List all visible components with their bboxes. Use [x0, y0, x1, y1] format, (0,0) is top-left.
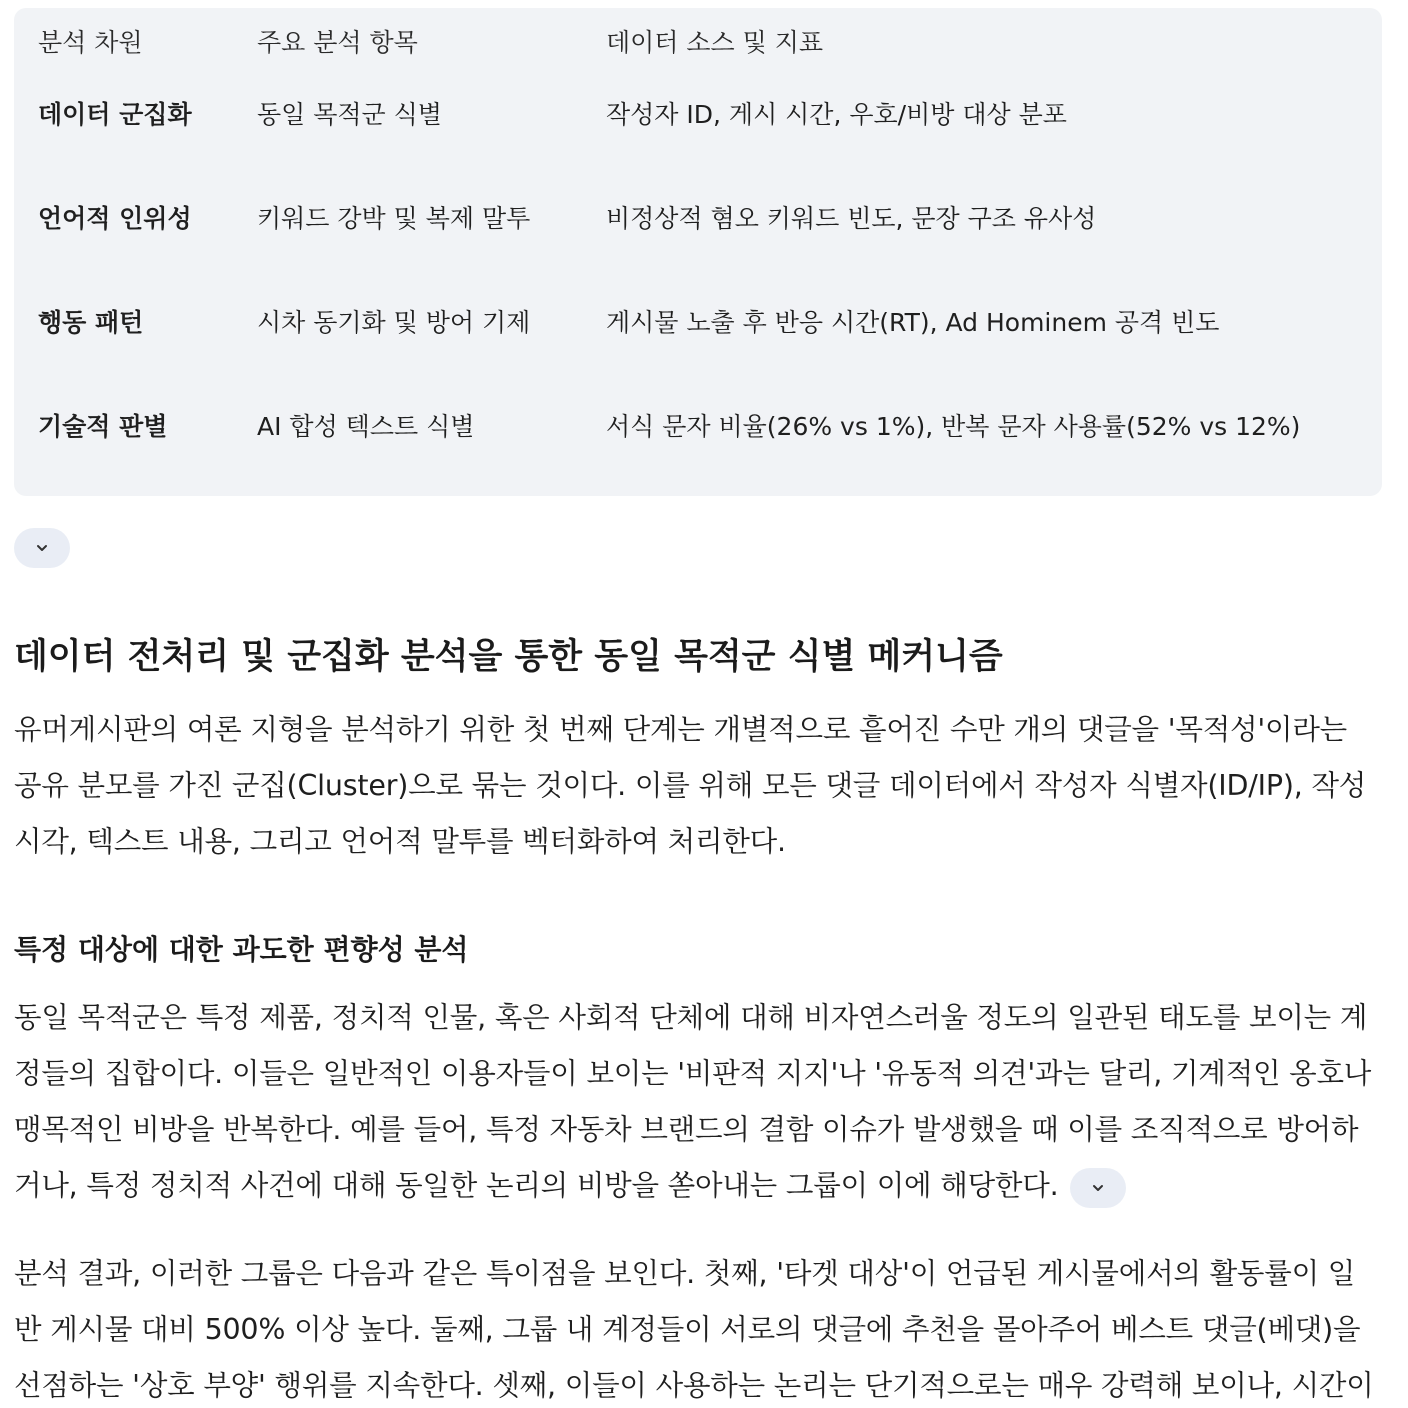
table-cell-source: 서식 문자 비율(26% vs 1%), 반복 문자 사용률(52% vs 12%)	[606, 412, 1301, 441]
section-heading: 데이터 전처리 및 군집화 분석을 통한 동일 목적군 식별 메커니즘	[14, 637, 1003, 677]
paragraph-line: 분석 결과, 이러한 그룹은 다음과 같은 특이점을 보인다. 첫째, '타겟 대상'이 언급된 게시물에서의 활동률이 일	[14, 1257, 1356, 1290]
table-cell-source: 게시물 노출 후 반응 시간(RT), Ad Hominem 공격 빈도	[606, 308, 1220, 337]
paragraph-line: 거나, 특정 정치적 사건에 대해 동일한 논리의 비방을 쏟아내는 그룹이 이에 해당한다.	[14, 1169, 1059, 1202]
paragraph-line: 반 게시물 대비 500% 이상 높다. 둘째, 그룹 내 계정들이 서로의 댓글에 추천을 몰아주어 베스트 댓글(베댓)을	[14, 1313, 1361, 1346]
paragraph-line: 동일 목적군은 특정 제품, 정치적 인물, 혹은 사회적 단체에 대해 비자연스러울 정도의 일관된 태도를 보이는 계	[14, 1001, 1368, 1034]
table-cell-item: 동일 목적군 식별	[257, 100, 442, 129]
table-header-source: 데이터 소스 및 지표	[606, 28, 824, 57]
paragraph-line: 공유 분모를 가진 군집(Cluster)으로 묶는 것이다. 이를 위해 모든 댓글 데이터에서 작성자 식별자(ID/IP), 작성	[14, 769, 1367, 802]
source-expand-button[interactable]	[1070, 1168, 1126, 1208]
table-cell-item: 키워드 강박 및 복제 말투	[257, 204, 531, 233]
table-cell-item: AI 합성 텍스트 식별	[257, 412, 475, 441]
subsection-heading: 특정 대상에 대한 과도한 편향성 분석	[14, 933, 469, 966]
table-cell-dimension: 언어적 인위성	[38, 204, 192, 233]
table-header-dimension: 분석 차원	[38, 28, 143, 57]
table-cell-item: 시차 동기화 및 방어 기제	[257, 308, 531, 337]
chevron-down-icon	[34, 540, 50, 556]
paragraph-line: 시각, 텍스트 내용, 그리고 언어적 말투를 벡터화하여 처리한다.	[14, 825, 786, 858]
table-cell-source: 비정상적 혐오 키워드 빈도, 문장 구조 유사성	[606, 204, 1097, 233]
paragraph-line: 선점하는 '상호 부양' 행위를 지속한다. 셋째, 이들이 사용하는 논리는 단기적으로는 매우 강력해 보이나, 시간이	[14, 1369, 1374, 1402]
table-cell-dimension: 데이터 군집화	[38, 100, 192, 129]
analysis-table	[14, 8, 1382, 496]
table-cell-dimension: 기술적 판별	[38, 412, 168, 441]
table-header-item: 주요 분석 항목	[257, 28, 418, 57]
paragraph-line: 유머게시판의 여론 지형을 분석하기 위한 첫 번째 단계는 개별적으로 흩어진 수만 개의 댓글을 '목적성'이라는	[14, 713, 1348, 746]
paragraph-line: 맹목적인 비방을 반복한다. 예를 들어, 특정 자동차 브랜드의 결함 이슈가 발생했을 때 이를 조직적으로 방어하	[14, 1113, 1359, 1146]
chevron-down-icon	[1090, 1180, 1106, 1196]
table-expand-button[interactable]	[14, 528, 70, 568]
paragraph-line: 정들의 집합이다. 이들은 일반적인 이용자들이 보이는 '비판적 지지'나 '유동적 의견'과는 달리, 기계적인 옹호나	[14, 1057, 1372, 1090]
table-cell-dimension: 행동 패턴	[38, 308, 144, 337]
table-cell-source: 작성자 ID, 게시 시간, 우호/비방 대상 분포	[606, 100, 1067, 129]
